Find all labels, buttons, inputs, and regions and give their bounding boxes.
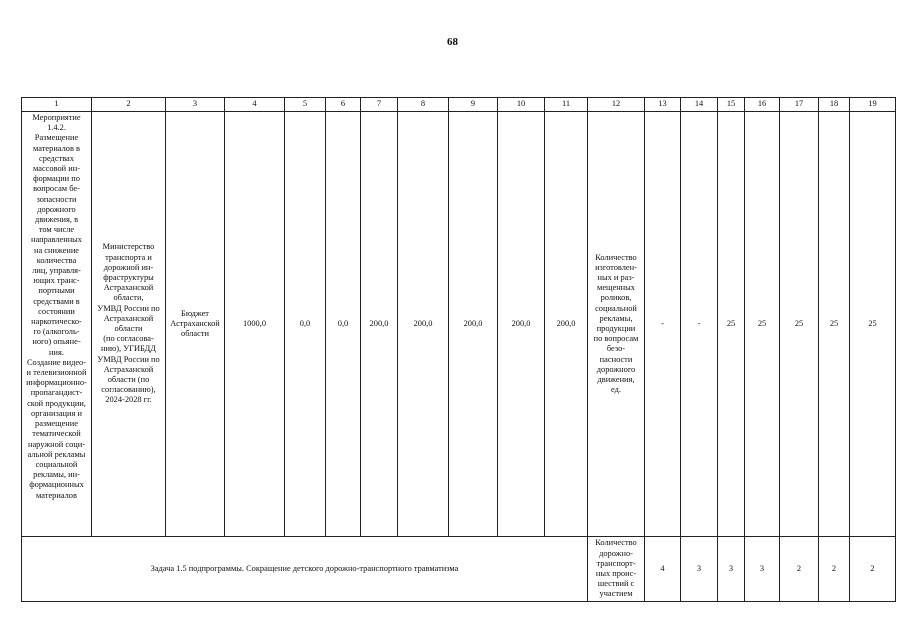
funding-year-value: 200,0 bbox=[545, 112, 588, 537]
indicator-name: Количество изготовлен- ных и раз- мещенных роликов, социальной рекламы, продукции по вопросам безо- пасности дорожного движения, ед. bbox=[588, 112, 645, 537]
column-number: 10 bbox=[498, 98, 545, 112]
indicator-value: - bbox=[645, 112, 681, 537]
funding-total: 1000,0 bbox=[225, 112, 285, 537]
indicator-value: 25 bbox=[819, 112, 850, 537]
column-number: 5 bbox=[285, 98, 326, 112]
column-number: 13 bbox=[645, 98, 681, 112]
funding-year-value: 200,0 bbox=[449, 112, 498, 537]
indicator-value: 3 bbox=[718, 537, 745, 602]
column-number: 19 bbox=[850, 98, 896, 112]
indicator-value: 3 bbox=[681, 537, 718, 602]
responsible-executor: Министерство транспорта и дорожной ин- фраструктуры Астраханской области, УМВД России по Астраханской области (по согласова- нию), УГИБДД УМВД России по Астраханской области (по согласованию), 2024-2028 гг. bbox=[92, 112, 166, 537]
indicator-value: 2 bbox=[850, 537, 896, 602]
indicator-name: Количество дорожно- транспорт- ных проис- шествий с участием bbox=[588, 537, 645, 602]
column-number: 11 bbox=[545, 98, 588, 112]
measure-description: Мероприятие 1.4.2. Размещение материалов в средствах массовой ин- формации по вопросам бе- зопасности дорожного движения, в том числе направленных на снижение количества лиц, управля- ющих транс- портными средствами в состоянии наркотическо- го (алкоголь- ного) опьяне- ния. Создание видео- и телевизионной информационно- пропагандист- ской продукции, организация и размещение тематической наружной соци- альной рекламы социальной рекламы, ин- формационных материалов bbox=[22, 112, 92, 537]
funding-year-value: 200,0 bbox=[361, 112, 398, 537]
column-number: 17 bbox=[780, 98, 819, 112]
column-number: 18 bbox=[819, 98, 850, 112]
column-number: 7 bbox=[361, 98, 398, 112]
column-number: 16 bbox=[745, 98, 780, 112]
indicator-value: 4 bbox=[645, 537, 681, 602]
indicator-value: - bbox=[681, 112, 718, 537]
column-number: 2 bbox=[92, 98, 166, 112]
column-number: 15 bbox=[718, 98, 745, 112]
indicator-value: 25 bbox=[780, 112, 819, 537]
funding-year-value: 0,0 bbox=[285, 112, 326, 537]
funding-year-value: 200,0 bbox=[398, 112, 449, 537]
funding-year-value: 0,0 bbox=[326, 112, 361, 537]
funding-year-value: 200,0 bbox=[498, 112, 545, 537]
program-table bbox=[21, 97, 896, 602]
indicator-value: 2 bbox=[780, 537, 819, 602]
column-number: 12 bbox=[588, 98, 645, 112]
task-title: Задача 1.5 подпрограммы. Сокращение детского дорожно-транспортного травматизма bbox=[150, 563, 459, 573]
column-number: 14 bbox=[681, 98, 718, 112]
task-row bbox=[22, 537, 896, 602]
column-number: 1 bbox=[22, 98, 92, 112]
column-number: 8 bbox=[398, 98, 449, 112]
indicator-value: 25 bbox=[850, 112, 896, 537]
indicator-value: 25 bbox=[718, 112, 745, 537]
indicator-value: 2 bbox=[819, 537, 850, 602]
column-number: 4 bbox=[225, 98, 285, 112]
column-number: 3 bbox=[166, 98, 225, 112]
funding-source: Бюджет Астраханской области bbox=[166, 112, 225, 537]
task-title-cell bbox=[22, 537, 588, 602]
indicator-value: 25 bbox=[745, 112, 780, 537]
indicator-value: 3 bbox=[745, 537, 780, 602]
column-number-row bbox=[22, 98, 896, 112]
page-number: 68 bbox=[447, 36, 458, 48]
column-number: 6 bbox=[326, 98, 361, 112]
column-number: 9 bbox=[449, 98, 498, 112]
measure-row bbox=[22, 112, 896, 537]
